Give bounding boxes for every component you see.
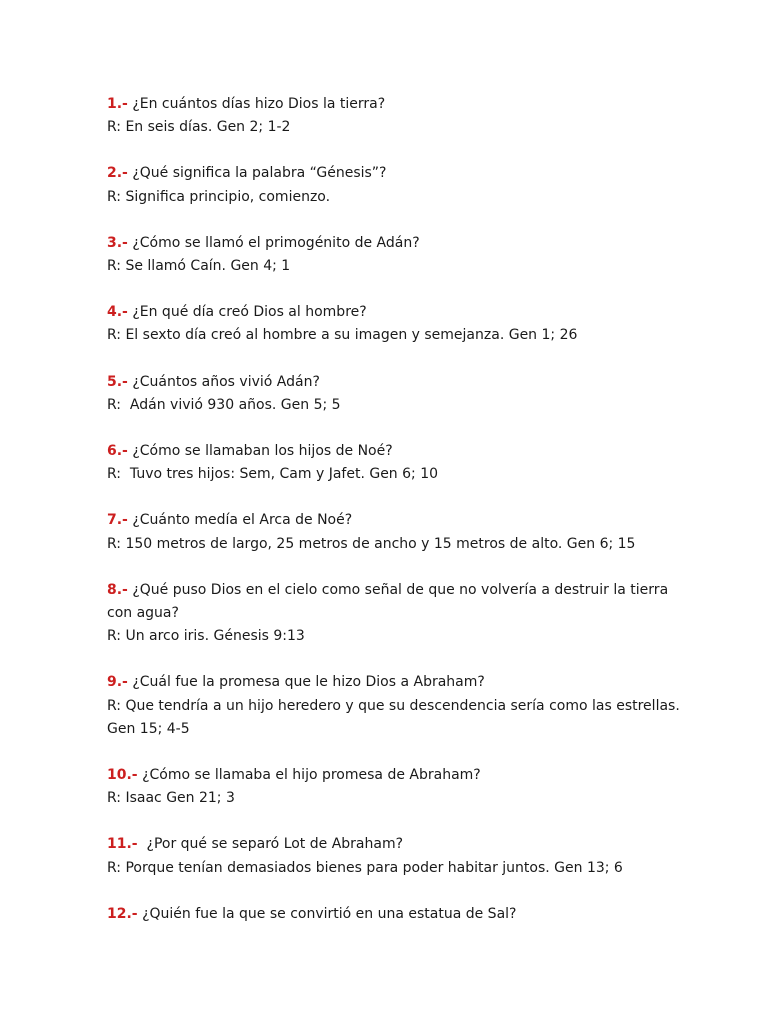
question-number: 9.-	[107, 674, 128, 691]
answer-line: R: 150 metros de largo, 25 metros de ancho y 15 metros de alto. Gen 6; 15	[107, 535, 636, 552]
question-number: 12.-	[107, 905, 138, 922]
question-number: 1.-	[107, 96, 128, 112]
answer-line: R: Adán vivió 930 años. Gen 5; 5	[107, 396, 341, 413]
qa-item-6	[107, 440, 667, 486]
question-number: 10.-	[107, 767, 138, 784]
qa-item-8	[107, 579, 667, 649]
answer-line: R: Se llamó Caín. Gen 4; 1	[107, 258, 291, 275]
question-number: 2.-	[107, 165, 128, 182]
qa-item-4	[107, 301, 667, 347]
answer-line: R: Significa principio, comienzo.	[107, 188, 331, 205]
question-number: 5.-	[107, 373, 128, 390]
question-line	[107, 371, 667, 394]
question-line	[107, 671, 667, 694]
qa-item-11	[107, 833, 667, 879]
question-text: ¿Qué puso Dios en el cielo como señal de que no volvería a destruir la tierra	[132, 581, 669, 598]
question-line	[107, 579, 667, 602]
question-number: 11.-	[107, 836, 138, 853]
question-text: ¿Cómo se llamaba el hijo promesa de Abraham?	[142, 767, 481, 784]
question-line	[107, 903, 667, 926]
question-number: 8.-	[107, 581, 128, 598]
qa-item-9	[107, 671, 680, 741]
qa-item-7	[107, 509, 667, 555]
question-line	[107, 232, 667, 255]
answer-line: R: En seis días. Gen 2; 1-2	[107, 119, 291, 136]
question-continuation: con agua?	[107, 605, 179, 622]
question-text: ¿Qué significa la palabra “Génesis”?	[132, 165, 387, 182]
question-number: 6.-	[107, 443, 128, 460]
answer-line: R: Que tendría a un hijo heredero y que su descendencia sería como las estrellas.	[107, 697, 680, 714]
question-text: ¿Cuál fue la promesa que le hizo Dios a Abraham?	[132, 674, 485, 691]
question-text: ¿Por qué se separó Lot de Abraham?	[142, 836, 404, 853]
question-text: ¿Cuánto medía el Arca de Noé?	[132, 512, 353, 529]
qa-item-10	[107, 764, 667, 810]
question-number: 3.-	[107, 234, 128, 251]
answer-line: R: Tuvo tres hijos: Sem, Cam y Jafet. Gen 6; 10	[107, 466, 439, 483]
question-number: 4.-	[107, 304, 128, 321]
question-line	[107, 93, 667, 116]
question-text: ¿En cuántos días hizo Dios la tierra?	[132, 96, 386, 112]
answer-line: R: El sexto día creó al hombre a su imagen y semejanza. Gen 1; 26	[107, 327, 578, 344]
question-text: ¿Quién fue la que se convirtió en una estatua de Sal?	[142, 905, 517, 922]
qa-item-1	[107, 93, 667, 139]
qa-item-12	[107, 903, 667, 926]
question-text: ¿Cómo se llamó el primogénito de Adán?	[132, 234, 420, 251]
question-line	[107, 509, 667, 532]
question-text: ¿Cuántos años vivió Adán?	[132, 373, 320, 390]
answer-line: Gen 15; 4-5	[107, 720, 190, 737]
question-line	[107, 764, 667, 787]
answer-line: R: Isaac Gen 21; 3	[107, 790, 235, 807]
document-page	[107, 93, 680, 949]
question-line	[107, 440, 667, 463]
answer-line: R: Porque tenían demasiados bienes para poder habitar juntos. Gen 13; 6	[107, 859, 623, 876]
qa-item-5	[107, 371, 667, 417]
question-text: ¿En qué día creó Dios al hombre?	[132, 304, 367, 321]
qa-item-3	[107, 232, 667, 278]
question-line	[107, 162, 667, 185]
qa-item-2	[107, 162, 667, 208]
answer-line: R: Un arco iris. Génesis 9:13	[107, 628, 305, 645]
question-line	[107, 301, 667, 324]
question-number: 7.-	[107, 512, 128, 529]
question-text: ¿Cómo se llamaban los hijos de Noé?	[132, 443, 393, 460]
question-line	[107, 833, 667, 856]
